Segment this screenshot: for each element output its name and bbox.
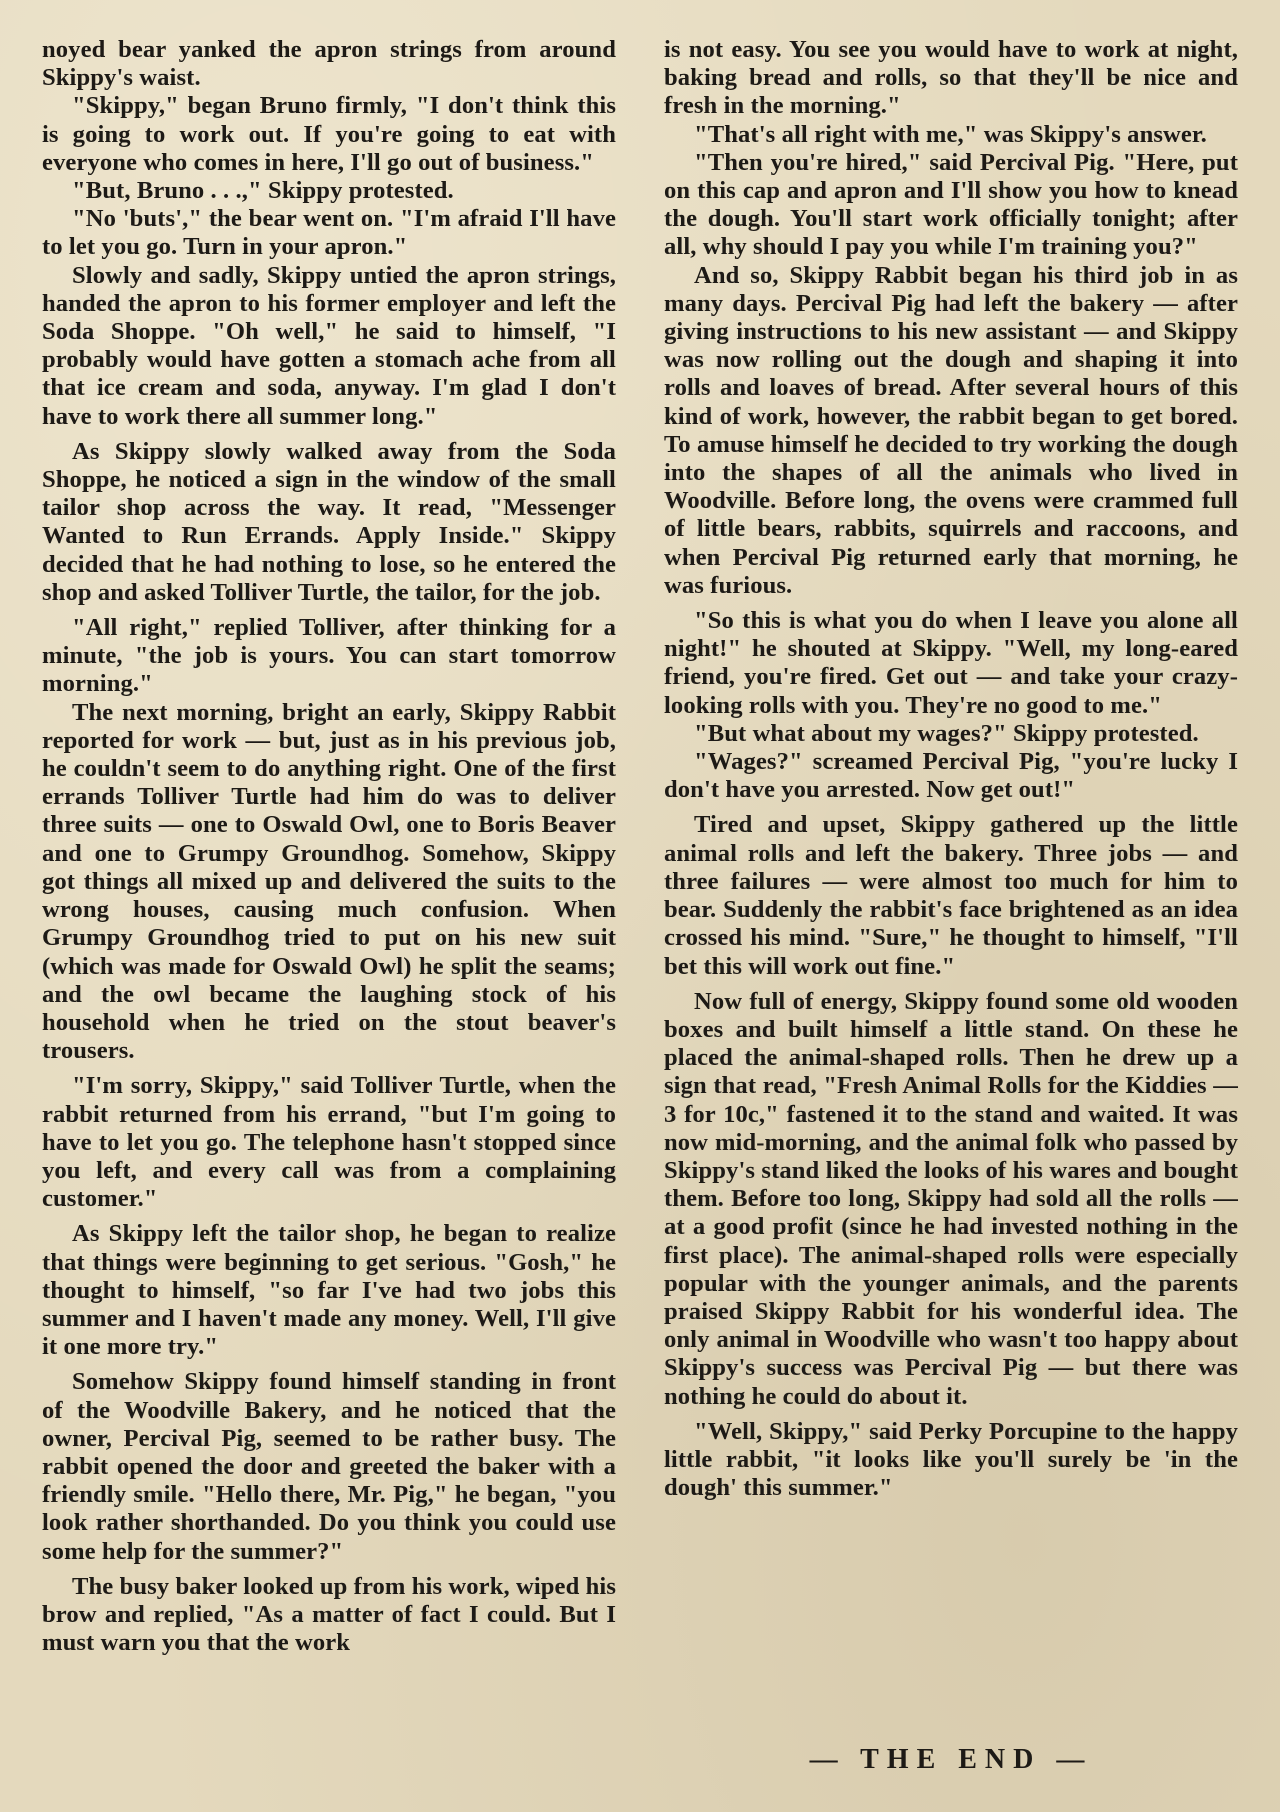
paragraph: "All right," replied Tolliver, after thinking for a minute, "the job is yours. You can start tomorrow morning.": [42, 614, 616, 698]
paragraph: "But what about my wages?" Skippy protested.: [694, 719, 1199, 747]
left-text-column: [42, 36, 616, 1657]
paragraph: "No 'buts'," the bear went on. "I'm afraid I'll have to let you go. Turn in your apron.": [42, 205, 616, 261]
paragraph: The busy baker looked up from his work, wiped his brow and replied, "As a matter of fact I could. But I must warn you that the work: [42, 1572, 616, 1657]
paragraph: "But, Bruno . . .," Skippy protested.: [72, 177, 454, 205]
paragraph: "So this is what you do when I leave you alone all night!" he shouted at Skippy. "Well, my long-eared friend, you're fired. Get out — and take your crazy-looking rolls with you. They're no good to me.": [664, 607, 1238, 719]
paragraph: Now full of energy, Skippy found some old wooden boxes and built himself a little stand. On these he placed the animal-shaped rolls. Then he drew up a sign that read, "Fresh Animal Rolls for the Kiddies — 3 for 10c," fastened it to the stand and waited. It was now mid-morning, and the animal folk who passed by Skippy's stand liked the looks of his wares and bought them. Before too long, Skippy had sold all the rolls — at a good profit (since he had invested nothing in the first place). The animal-shaped rolls were especially popular with the younger animals, and the parents praised Skippy Rabbit for his wonderful idea. The only animal in Woodville who wasn't too happy about Skippy's success was Percival Pig — but there was nothing he could do about it.: [664, 987, 1238, 1410]
the-end-mark: — THE END —: [809, 1744, 1093, 1775]
paragraph: As Skippy slowly walked away from the Soda Shoppe, he noticed a sign in the window of the small tailor shop across the way. It read, "Messenger Wanted to Run Errands. Apply Inside." Skippy decided that he had nothing to lose, so he entered the shop and asked Tolliver Turtle, the tailor, for the job.: [42, 437, 616, 606]
paragraph: "That's all right with me," was Skippy's answer.: [694, 120, 1207, 148]
paragraph: Tired and upset, Skippy gathered up the little animal rolls and left the bakery. Three jobs — and three failures — were almost too much for him to bear. Suddenly the rabbit's face brightened as an idea crossed his mind. "Sure," he thought to himself, "I'll bet this will work out fine.": [664, 811, 1238, 980]
paragraph: The next morning, bright an early, Skippy Rabbit reported for work — but, just as in his previous job, he couldn't seem to do anything right. One of the first errands Tolliver Turtle had him do was to deliver three suits — one to Oswald Owl, one to Boris Beaver and one to Grumpy Groundhog. Somehow, Skippy got things all mixed up and delivered the suits to the wrong houses, causing much confusion. When Grumpy Groundhog tried to put on his new suit (which was made for Oswald Owl) he split the seams; and the owl became the laughing stock of his household when he tried on the stout beaver's trousers.: [42, 698, 616, 1065]
paragraph: is not easy. You see you would have to work at night, baking bread and rolls, so that they'll be nice and fresh in the morning.": [664, 36, 1238, 120]
paragraph: "Skippy," began Bruno firmly, "I don't think this is going to work out. If you're going to eat with everyone who comes in here, I'll go out of business.": [42, 92, 616, 176]
paragraph: As Skippy left the tailor shop, he began to realize that things were beginning to get serious. "Gosh," he thought to himself, "so far I've had two jobs this summer and I haven't made any money. Well, I'll give it one more try.": [42, 1220, 616, 1361]
paragraph: Somehow Skippy found himself standing in front of the Woodville Bakery, and he noticed that the owner, Percival Pig, seemed to be rather busy. The rabbit opened the door and greeted the baker with a friendly smile. "Hello there, Mr. Pig," he began, "you look rather shorthanded. Do you think you could use some help for the summer?": [42, 1368, 616, 1565]
paragraph: "Well, Skippy," said Perky Porcupine to the happy little rabbit, "it looks like you'll surely be 'in the dough' this summer.": [664, 1417, 1238, 1502]
paragraph: And so, Skippy Rabbit began his third job in as many days. Percival Pig had left the bakery — after giving instructions to his new assistant — and Skippy was now rolling out the dough and shaping it into rolls and loaves of bread. After several hours of this kind of work, however, the rabbit began to get bored. To amuse himself he decided to try working the dough into the shapes of all the animals who lived in Woodville. Before long, the ovens were crammed full of little bears, rabbits, squirrels and raccoons, and when Percival Pig returned early that morning, he was furious.: [664, 261, 1238, 599]
paragraph: "I'm sorry, Skippy," said Tolliver Turtle, when the rabbit returned from his errand, "but I'm going to have to let you go. The telephone hasn't stopped since you left, and every call was from a complaining customer.": [42, 1072, 616, 1213]
right-text-column: [664, 36, 1238, 1502]
paragraph: noyed bear yanked the apron strings from around Skippy's waist.: [42, 36, 616, 92]
paragraph: "Then you're hired," said Percival Pig. "Here, put on this cap and apron and I'll show you how to knead the dough. You'll start work officially tonight; after all, why should I pay you while I'm training you?": [664, 148, 1238, 261]
paragraph: "Wages?" screamed Percival Pig, "you're lucky I don't have you arrested. Now get out!": [664, 748, 1238, 804]
paragraph: Slowly and sadly, Skippy untied the apron strings, handed the apron to his former employer and left the Soda Shoppe. "Oh well," he said to himself, "I probably would have gotten a stomach ache from all that ice cream and soda, anyway. I'm glad I don't have to work there all summer long.": [42, 261, 616, 430]
